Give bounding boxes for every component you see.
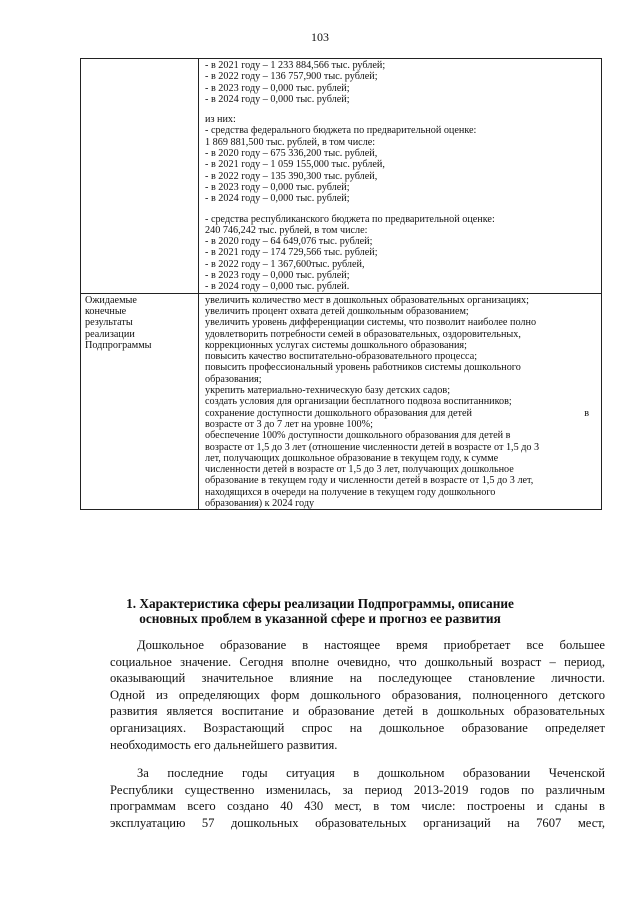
result-line: создать условия для организации бесплатного подвоза воспитанников; <box>205 396 512 408</box>
federal-budget-line: 1 869 881,500 тыс. рублей, в том числе: <box>205 136 376 148</box>
republic-budget-line: - средства республиканского бюджета по предварительной оценке: <box>205 213 495 225</box>
republic-budget-line: - в 2023 году – 0,000 тыс. рублей; <box>205 270 350 282</box>
paragraph-line: развития является воспитание и образование детей в дошкольных образовательных <box>110 704 605 719</box>
paragraph-1 <box>110 637 605 753</box>
result-line: повысить профессиональный уровень работников системы дошкольного <box>205 362 521 374</box>
result-line: лет, получающих дошкольное образование в текущем году, к сумме <box>205 452 499 464</box>
financing-row <box>81 59 602 294</box>
republic-budget-line: - в 2024 году – 0,000 тыс. рублей. <box>205 281 350 293</box>
federal-budget-line: - в 2022 году – 135 390,300 тыс. рублей, <box>205 170 378 182</box>
iz-nih-line: из них: <box>205 114 236 126</box>
result-line: находящихся в очереди на получение в текущем году дошкольного <box>205 486 496 498</box>
federal-budget-line: - в 2021 году – 1 059 155,000 тыс. рублей, <box>205 159 385 171</box>
result-line: увеличить количество мест в дошкольных образовательных организациях; <box>205 294 529 306</box>
result-line: увеличить уровень дифференциации системы, что позволит наиболее полно <box>205 317 537 329</box>
federal-budget-line: - в 2020 году – 675 336,200 тыс. рублей, <box>205 148 378 160</box>
expected-results-label-cell <box>81 293 199 510</box>
result-line-split <box>205 408 597 419</box>
result-split-right: в <box>584 407 589 419</box>
financing-line: - в 2021 году – 1 233 884,566 тыс. рублей; <box>205 60 386 71</box>
republic-budget-line: 240 746,242 тыс. рублей, в том числе: <box>205 224 368 236</box>
paragraph-line: Одной из определяющих форм дошкольного образования, полноценного детского <box>110 687 605 702</box>
result-line: возрасте от 1,5 до 3 лет (отношение численности детей в возрасте от 1,5 до 3 <box>205 441 540 453</box>
page-number: 103 <box>311 30 329 44</box>
financing-line: - в 2024 году – 0,000 тыс. рублей; <box>205 93 350 105</box>
result-line: обеспечение 100% доступности дошкольного образования для детей в <box>205 430 511 442</box>
paragraph-line: Республики существенно изменилась, за период 2013-2019 годов по различным <box>110 782 605 797</box>
federal-budget-line: - в 2024 году – 0,000 тыс. рублей; <box>205 193 350 205</box>
republic-budget-line: - в 2020 году – 64 649,076 тыс. рублей; <box>205 236 373 248</box>
paragraph-line: За последние годы ситуация в дошкольном образовании Чеченской <box>137 766 605 780</box>
paragraph-line: социальное значение. Сегодня вполне очевидно, что дошкольный возраст – период, <box>110 654 605 669</box>
paragraph-line: необходимость его дальнейшего развития. <box>110 737 338 752</box>
results-label-line: Ожидаемые <box>85 294 137 306</box>
results-label-line: реализации <box>85 328 135 340</box>
result-line: образования) к 2024 году <box>205 497 315 509</box>
federal-budget-line: - средства федерального бюджета по предварительной оценке: <box>205 125 477 137</box>
paragraph-line: организациях. Возрастающий спрос на дошкольное образование определяет <box>110 720 605 735</box>
result-line: образование в текущем году и численности детей в возрасте от 1,5 до 3 лет, <box>205 475 534 487</box>
result-line: повысить качество воспитательно-образовательного процесса; <box>205 351 478 363</box>
financing-line: - в 2023 году – 0,000 тыс. рублей; <box>205 82 350 94</box>
section-heading-line: 1. Характеристика сферы реализации Подпрограммы, описание <box>126 596 514 611</box>
republic-budget-line: - в 2021 году – 174 729,566 тыс. рублей; <box>205 247 378 259</box>
financing-value-cell <box>199 59 602 294</box>
result-split-left: сохранение доступности дошкольного образования для детей <box>205 407 472 419</box>
paragraph-line: оказывающий значительное влияние на последующее становление личности. <box>110 671 605 686</box>
result-line: увеличить процент охвата детей дошкольным образованием; <box>205 305 469 317</box>
federal-budget-line: - в 2023 году – 0,000 тыс. рублей; <box>205 181 350 193</box>
paragraph-line: Дошкольное образование в настоящее время приобретает все большее <box>137 638 605 652</box>
section-heading-line: основных проблем в указанной сфере и прогноз ее развития <box>139 611 501 626</box>
results-label-line: результаты <box>85 317 133 329</box>
expected-results-value-cell <box>199 293 602 510</box>
result-line: возрасте от 3 до 7 лет на уровне 100%; <box>205 418 373 430</box>
republic-budget-line: - в 2022 году – 1 367,600тыс. рублей, <box>205 258 365 270</box>
subprogram-passport-table <box>80 58 602 510</box>
result-line: коррекционных услугах системы дошкольного образования; <box>205 339 467 351</box>
paragraph-line: эксплуатацию 57 дошкольных образовательных организаций на 7607 мест, <box>110 815 605 830</box>
result-line: удовлетворить потребности семей в образовательных, оздоровительных, <box>205 328 521 340</box>
financing-label-cell <box>81 59 199 294</box>
result-line: образования; <box>205 373 262 385</box>
result-line: численности детей в возрасте от 1,5 до 3 лет, получающих дошкольное <box>205 464 514 476</box>
results-label-line: Подпрограммы <box>85 339 152 351</box>
expected-results-row <box>81 293 602 510</box>
results-label-line: конечные <box>85 305 127 317</box>
paragraph-2 <box>110 765 605 831</box>
financing-line: - в 2022 году – 136 757,900 тыс. рублей; <box>205 71 378 83</box>
result-line: укрепить материально-техническую базу детских садов; <box>205 385 451 397</box>
paragraph-line: программам всего создано 40 430 мест, в том числе: построены и сданы в <box>110 799 605 814</box>
section-heading <box>40 596 600 626</box>
